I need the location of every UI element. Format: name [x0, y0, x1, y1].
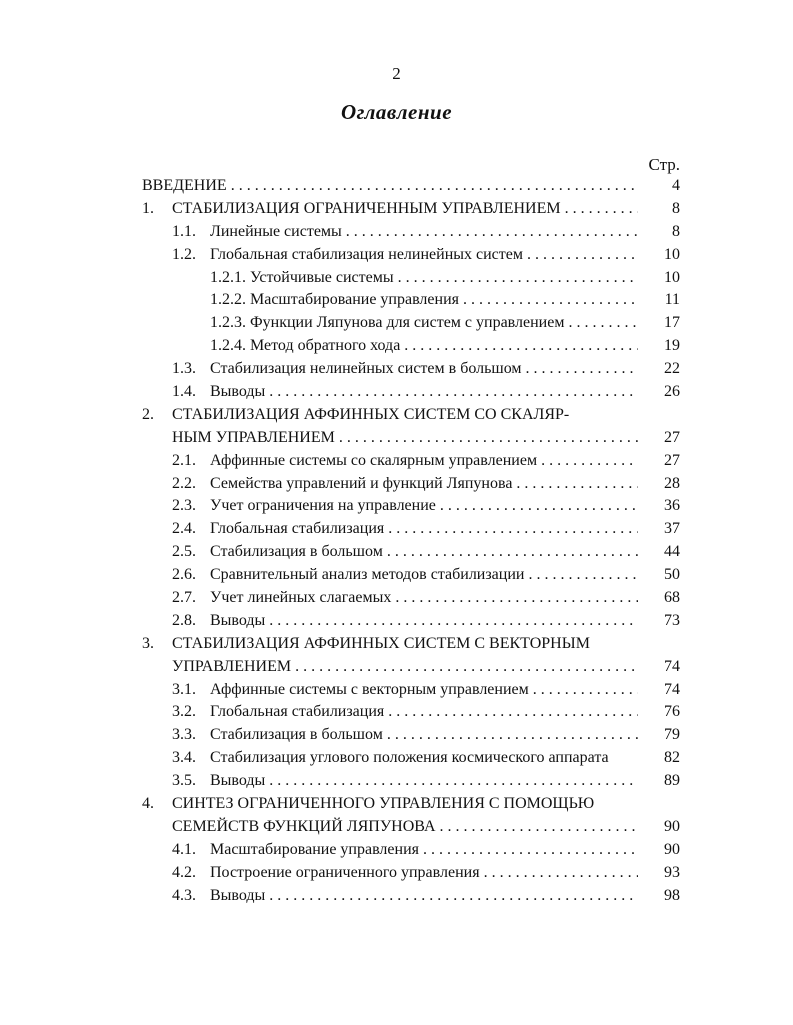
toc-entry-title: СТАБИЛИЗАЦИЯ АФФИННЫХ СИСТЕМ С ВЕКТОРНЫМ — [172, 634, 590, 652]
toc-entry-page: 90 — [664, 817, 680, 835]
toc-entry-title: Выводы . . . — [210, 885, 638, 908]
toc-entry-page: 89 — [664, 772, 680, 790]
toc-entry[interactable] — [0, 816, 793, 839]
toc-entry[interactable] — [0, 175, 793, 198]
toc-entry-page: 79 — [664, 726, 680, 744]
page-title: Оглавление — [340, 100, 453, 124]
toc-entry-number: 3.3. — [172, 726, 196, 744]
toc-entry-number: 3.2. — [172, 703, 196, 721]
toc-entry-page: 37 — [664, 520, 680, 538]
toc-entry[interactable] — [0, 747, 793, 770]
toc-entry-number: 2. — [142, 405, 154, 423]
toc-entry-number: 2.1. — [172, 451, 196, 469]
toc-entry-number: 2.8. — [172, 611, 196, 629]
toc-entry-title: СИНТЕЗ ОГРАНИЧЕННОГО УПРАВЛЕНИЯ С ПОМОЩЬЮ — [172, 795, 595, 813]
page-column-label: Стр. — [648, 155, 680, 174]
toc-entry-page: 22 — [664, 360, 680, 378]
toc-entry-number: 1.2. — [172, 245, 196, 263]
toc-entry-title: Глобальная стабилизация . . . — [210, 518, 638, 541]
toc-entry[interactable] — [0, 633, 793, 656]
toc-entry-page: 11 — [664, 291, 680, 309]
toc-entry-title: Метод обратного хода . . . — [250, 335, 638, 358]
toc-entry-title: Семейства управлений и функций Ляпунова . . . — [210, 473, 638, 496]
toc-entry-page: 68 — [664, 589, 680, 607]
toc-entry-number: 1.2.4. — [210, 337, 246, 355]
toc-entry-title: Глобальная стабилизация . . . — [210, 701, 638, 724]
toc-entry[interactable] — [0, 587, 793, 610]
toc-entry-number: 3. — [142, 634, 154, 652]
toc-entry-page: 73 — [664, 611, 680, 629]
toc-entry[interactable] — [0, 656, 793, 679]
toc-entry-title: СЕМЕЙСТВ ФУНКЦИЙ ЛЯПУНОВА . . . — [172, 816, 638, 839]
toc-entry[interactable] — [0, 770, 793, 793]
toc-entry[interactable] — [0, 267, 793, 290]
toc-entry-number: 1.1. — [172, 222, 196, 240]
toc-entry-page: 8 — [672, 199, 680, 217]
toc-entry[interactable] — [0, 885, 793, 908]
toc-entry-page: 17 — [664, 314, 680, 332]
toc-entry[interactable] — [0, 335, 793, 358]
page-number: 2 — [392, 64, 401, 83]
toc-entry-number: 1.2.2. — [210, 291, 246, 309]
toc-entry-number: 4.1. — [172, 840, 196, 858]
toc-entry-title: Сравнительный анализ методов стабилизации . . . — [210, 564, 638, 587]
toc-entry[interactable] — [0, 610, 793, 633]
toc-entry[interactable] — [0, 289, 793, 312]
toc-entry[interactable] — [0, 701, 793, 724]
toc-entry-page: 10 — [664, 268, 680, 286]
toc-entry-title: Аффинные системы с векторным управлением . . . — [210, 679, 638, 702]
toc-entry[interactable] — [0, 244, 793, 267]
toc-entry-title: ВВЕДЕНИЕ . . . — [142, 175, 638, 198]
toc-entry-page: 93 — [664, 863, 680, 881]
toc-entry-number: 1.2.3. — [210, 314, 246, 332]
toc-entry[interactable] — [0, 473, 793, 496]
toc-entry-number: 1.4. — [172, 383, 196, 401]
toc-entry[interactable] — [0, 450, 793, 473]
toc-entry[interactable] — [0, 862, 793, 885]
toc-entry-title: Стабилизация нелинейных систем в большом . . . — [210, 358, 638, 381]
toc-entry-title: Глобальная стабилизация нелинейных систем . . . — [210, 244, 638, 267]
toc-entry-title: Аффинные системы со скалярным управлением . . . — [210, 450, 638, 473]
toc-entry-title: Стабилизация в большом . . . — [210, 541, 638, 564]
toc-entry-title: Учет линейных слагаемых . . . — [210, 587, 638, 610]
toc-entry[interactable] — [0, 793, 793, 816]
toc-entry-title: Масштабирование управления . . . — [210, 839, 638, 862]
toc-entry-number: 2.5. — [172, 543, 196, 561]
toc-entry-title: Линейные системы . . . — [210, 221, 638, 244]
toc-entry-page: 74 — [664, 680, 680, 698]
toc-entry-number: 2.6. — [172, 566, 196, 584]
toc-entry-title: Стабилизация углового положения космического аппарата — [210, 749, 609, 767]
toc-entry[interactable] — [0, 679, 793, 702]
toc-entry[interactable] — [0, 404, 793, 427]
toc-entry-page: 26 — [664, 383, 680, 401]
toc-entry-page: 36 — [664, 497, 680, 515]
toc-entry-number: 2.3. — [172, 497, 196, 515]
toc-entry-number: 2.2. — [172, 474, 196, 492]
toc-entry[interactable] — [0, 381, 793, 404]
toc-entry-page: 27 — [664, 451, 680, 469]
toc-entry-number: 3.5. — [172, 772, 196, 790]
toc-entry[interactable] — [0, 541, 793, 564]
toc-entry-page: 10 — [664, 245, 680, 263]
toc-entry-title: Устойчивые системы . . . — [250, 267, 638, 290]
toc-entry-page: 8 — [672, 222, 680, 240]
toc-entry-title: НЫМ УПРАВЛЕНИЕМ . . . — [172, 427, 638, 450]
toc-entry-number: 4.3. — [172, 886, 196, 904]
toc-entry[interactable] — [0, 221, 793, 244]
toc-entry-page: 90 — [664, 840, 680, 858]
toc-entry-page: 98 — [664, 886, 680, 904]
toc-entry-title: СТАБИЛИЗАЦИЯ ОГРАНИЧЕННЫМ УПРАВЛЕНИЕМ . . . — [172, 198, 638, 221]
toc-entry-number: 3.4. — [172, 749, 196, 767]
toc-entry-title: Учет ограничения на управление . . . — [210, 495, 638, 518]
toc-entry[interactable] — [0, 198, 793, 221]
toc-entry-page: 44 — [664, 543, 680, 561]
toc-entry-title: Построение ограниченного управления . . . — [210, 862, 638, 885]
toc-entry[interactable] — [0, 427, 793, 450]
toc-entry-title: Масштабирование управления . . . — [250, 289, 638, 312]
toc-entry[interactable] — [0, 312, 793, 335]
toc-entry-number: 4. — [142, 795, 154, 813]
toc-entry-page: 82 — [664, 749, 680, 767]
toc-entry-number: 4.2. — [172, 863, 196, 881]
toc-entry[interactable] — [0, 518, 793, 541]
toc-entry-title: Выводы . . . — [210, 770, 638, 793]
toc-entry-title: Стабилизация в большом . . . — [210, 724, 638, 747]
toc-entry-number: 1.2.1. — [210, 268, 246, 286]
toc-entry-title: СТАБИЛИЗАЦИЯ АФФИННЫХ СИСТЕМ СО СКАЛЯР- — [172, 405, 570, 423]
table-of-contents — [0, 175, 793, 908]
toc-entry[interactable] — [0, 495, 793, 518]
toc-entry[interactable] — [0, 724, 793, 747]
toc-entry-number: 1. — [142, 199, 154, 217]
toc-entry-page: 50 — [664, 566, 680, 584]
toc-entry[interactable] — [0, 564, 793, 587]
toc-entry-page: 28 — [664, 474, 680, 492]
toc-entry-page: 4 — [672, 177, 680, 194]
toc-entry-page: 27 — [664, 428, 680, 446]
toc-entry-number: 2.4. — [172, 520, 196, 538]
toc-entry-page: 76 — [664, 703, 680, 721]
toc-entry[interactable] — [0, 839, 793, 862]
toc-entry[interactable] — [0, 358, 793, 381]
toc-entry-number: 1.3. — [172, 360, 196, 378]
toc-entry-page: 19 — [664, 337, 680, 355]
toc-entry-title: Выводы . . . — [210, 381, 638, 404]
toc-entry-title: Функции Ляпунова для систем с управлением . . . — [250, 312, 638, 335]
toc-entry-title: Выводы . . . — [210, 610, 638, 633]
toc-entry-number: 3.1. — [172, 680, 196, 698]
toc-entry-page: 74 — [664, 657, 680, 675]
toc-entry-number: 2.7. — [172, 589, 196, 607]
toc-entry-title: УПРАВЛЕНИЕМ . . . — [172, 656, 638, 679]
